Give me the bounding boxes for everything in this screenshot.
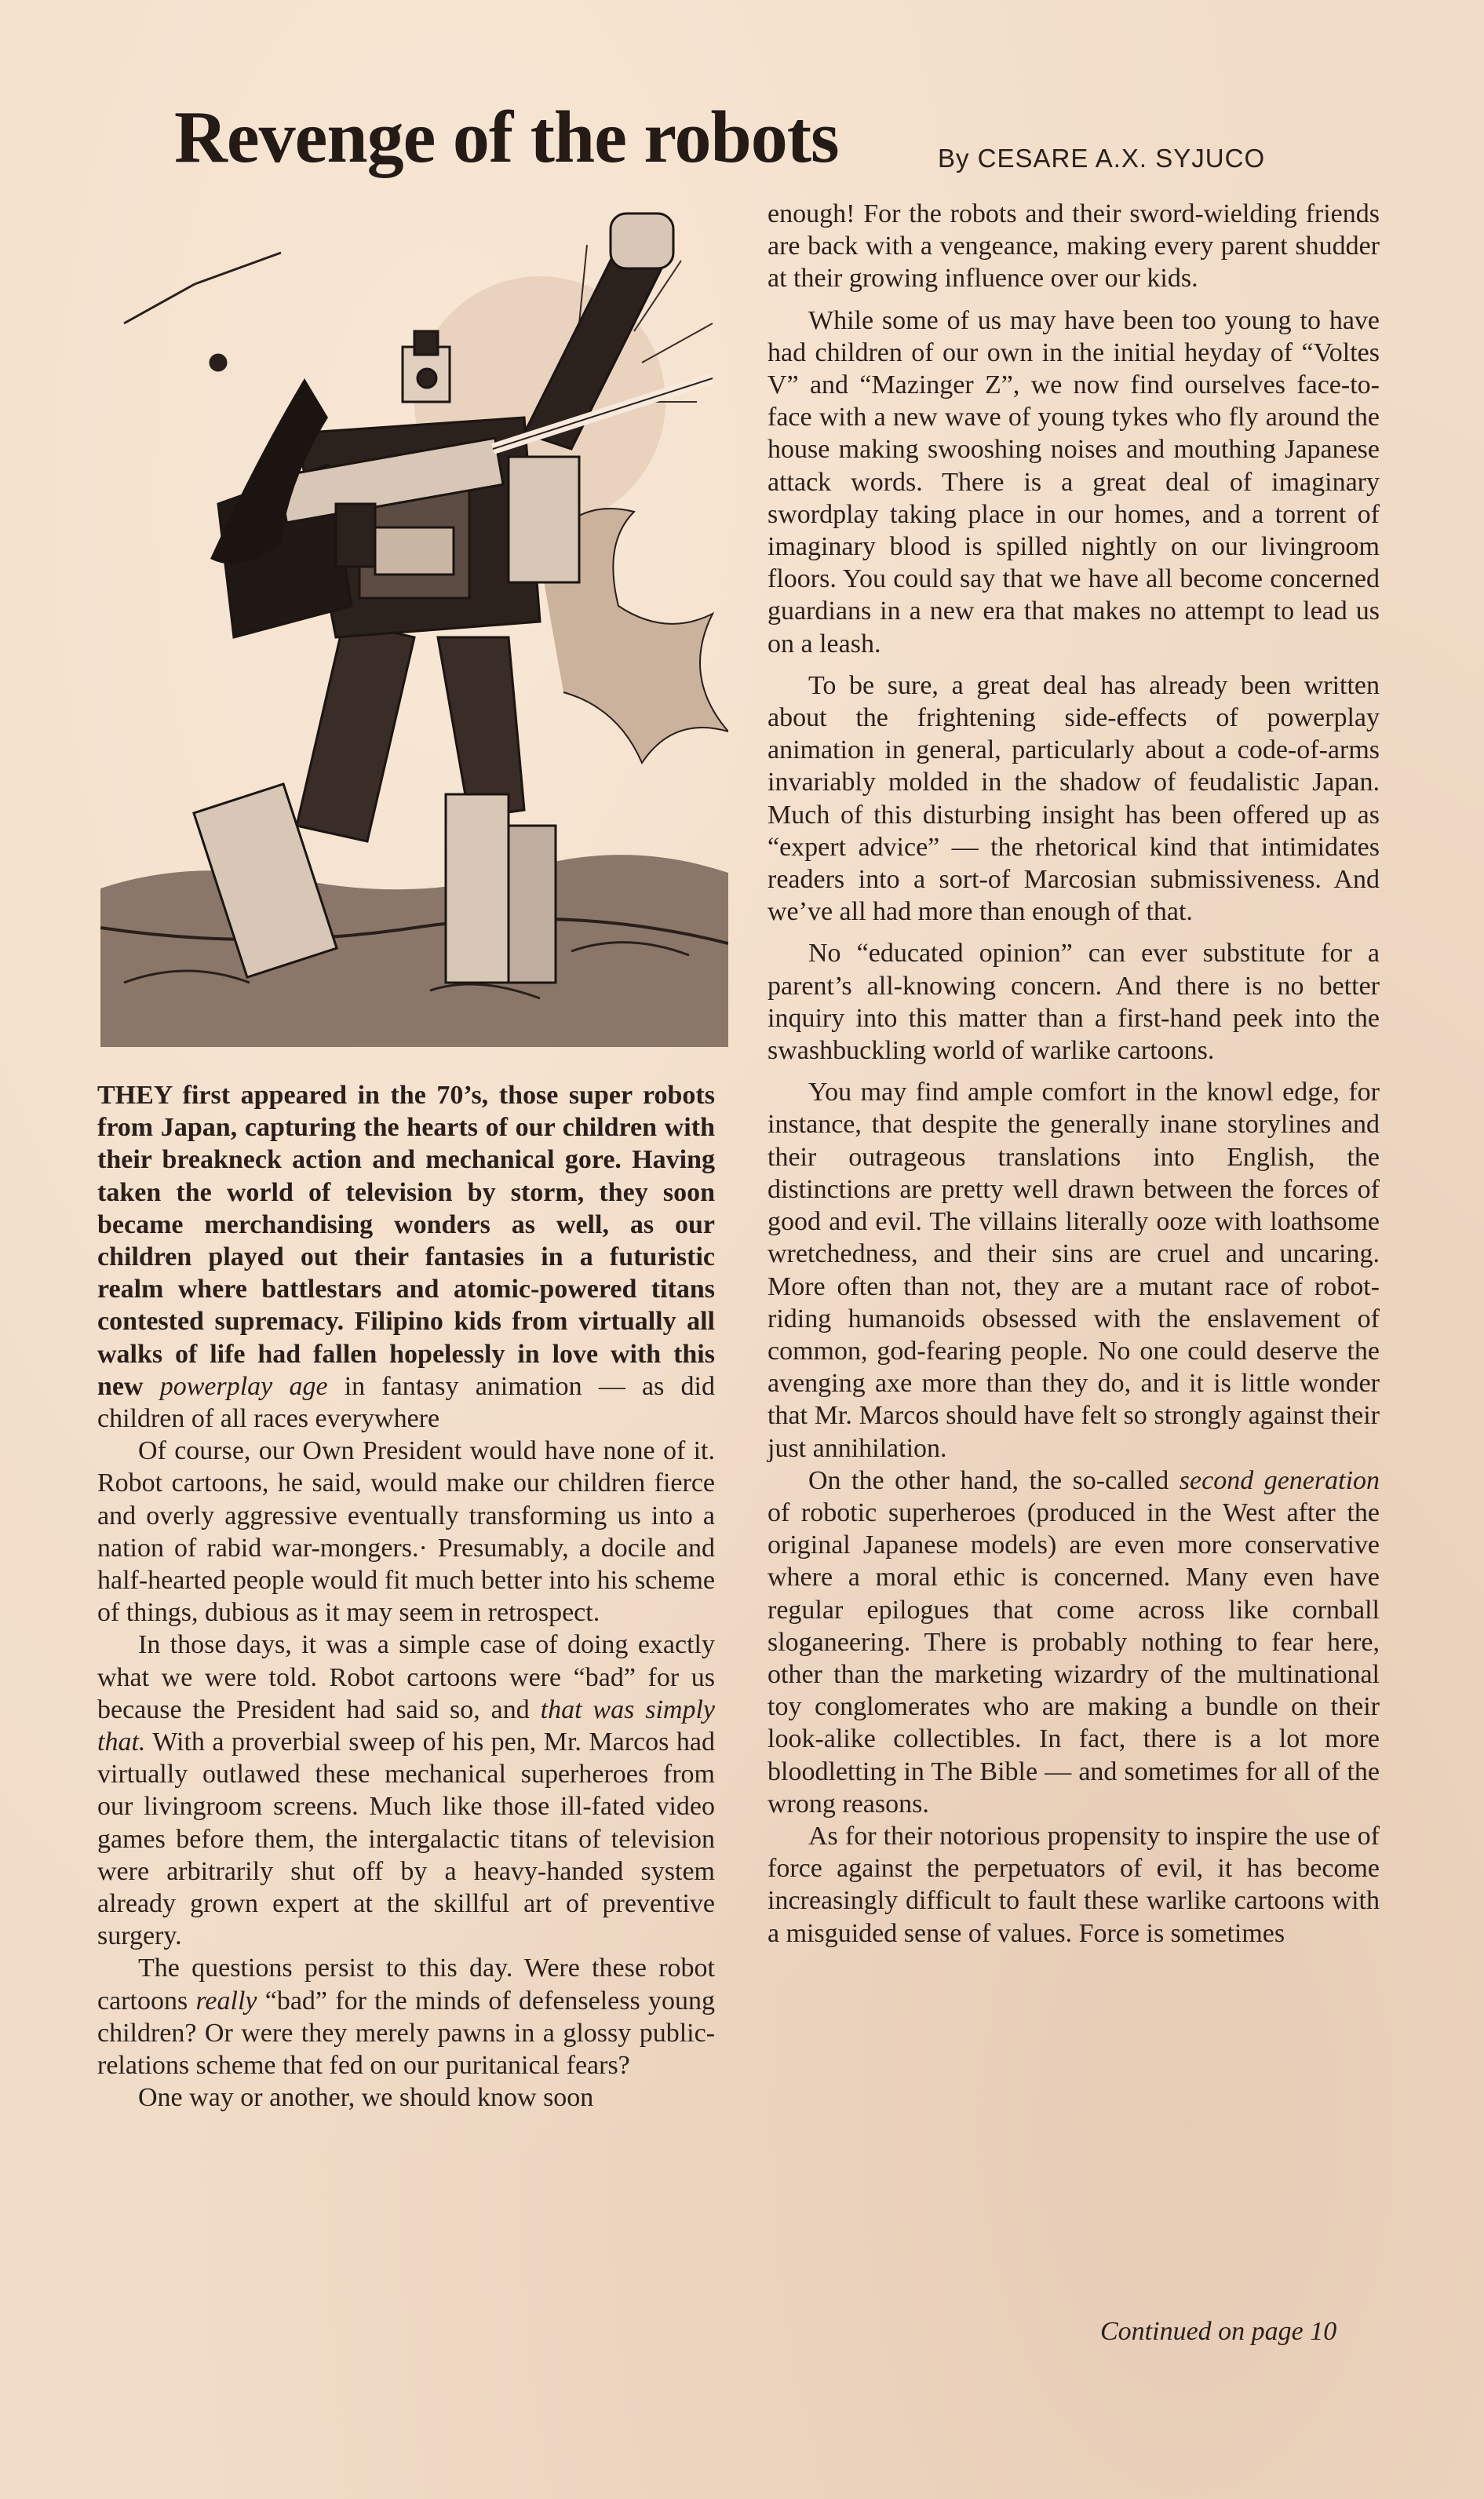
continued-on-page-note: Continued on page 10 [1100, 2317, 1337, 2346]
paragraph-text: On the other hand, the so-called [808, 1465, 1180, 1495]
paragraph: As for their notorious propensity to inspire the use of force against the perpetuators of evil, it has become increasingly difficult to fault these warlike cartoons with a misguided sense of values. Force is sometimes [768, 1821, 1380, 1948]
paragraph [97, 1079, 715, 1435]
article-left-column [97, 1079, 715, 2114]
paragraph-emphasis: really [195, 1986, 257, 2016]
paragraph-text: In those days, it was a simple case of doing exactly what we were told. Robot cartoons were “bad” for us because the President had said so, and [97, 1630, 715, 1724]
paragraph: To be sure, a great deal has already been written about the frightening side-effects of powerplay animation in general, particularly about a code-of-arms invariably molded in the shadow of feudalistic Japan. Much of this disturbing insight has been offered up as “expert advice” — the rhetorical kind that intimidates readers into a sort-of Marcosian submissiveness. And we’ve all had more than enough of that. [768, 670, 1380, 927]
article-right-column [768, 198, 1380, 1950]
paragraph [97, 1629, 715, 1952]
paragraph: You may find ample comfort in the knowl edge, for instance, that despite the generally inane storylines and their outrageous translations into English, the distinctions are pretty well drawn between the forces of good and evil. The villains literally ooze with loathsome wretchedness, and their sins are cruel and uncaring. More often than not, they are a mutant race of robot-riding humanoids obsessed with the enslavement of common, god-fearing people. No one could deserve the avenging axe more than they do, and it is little wonder that Mr. Marcos should have felt so strongly against their just annihilation. [768, 1078, 1380, 1463]
paragraph: While some of us may have been too young to have had children of our own in the initial heyday of “Voltes V” and “Mazinger Z”, we now find ourselves face-to-face with a new wave of young tykes who fly around the house making swooshing noises and mouthing Japanese attack words. There is a great deal of imaginary swordplay taking place in our homes, and a torrent of imaginary blood is spilled nightly on our livingroom floors. You could say that we have all become concerned guardians in a new era that makes no attempt to lead us on a leash. [768, 305, 1380, 658]
paragraph: enough! For the robots and their sword-wielding friends are back with a vengeance, making every parent shudder at their growing influence over our kids. [768, 199, 1380, 294]
paragraph-text: With a proverbial sweep of his pen, Mr. Marcos had virtually outlawed these mechanical superheroes from our livingroom screens. Much like those ill-fated video games before them, the intergalactic titans of television were arbitrarily shut off by a heavy-handed system already grown expert at the skillful art of preventive surgery. [97, 1727, 715, 1951]
paragraph-text: “bad” for the minds of defenseless young children? Or were they merely pawns in a glossy public-relations scheme that fed on our puritanical fears? [97, 1986, 715, 2081]
paragraph [768, 1465, 1380, 1820]
paragraph [97, 1952, 715, 2081]
robot-soldier-illustration [100, 198, 728, 1047]
paragraph-emphasis: second generation [1179, 1465, 1380, 1495]
paragraph-text: The questions persist to this day. Were these robot cartoons [97, 1954, 715, 2016]
paragraph-text: of robotic superheroes (produced in the West after the original Japanese models) are even more conservative where a moral ethic is concerned. Many even have regular epilogues that come across like cornball sloganeering. There is probably nothing to fear here, other than the marketing wizardry of the multinational toy conglomerates who are making a bundle on their look-alike collectibles. In fact, there is a lot more bloodletting in The Bible — and sometimes for all of the wrong reasons. [768, 1498, 1380, 1819]
paragraph-emphasis: that was simply that. [97, 1695, 715, 1757]
paragraph-lead: THEY first appeared in the 70’s, those super robots from Japan, capturing the hearts of our children with their breakneck action and mechanical gore. Having taken the world of television by storm, they soon became merchandising wonders as well, as our children played out their fantasies in a futuristic realm where battlestars and atomic-powered titans contested supremacy. Filipino kids from virtually all walks of life had fallen hopelessly in love with this new [97, 1081, 715, 1401]
paragraph: One way or another, we should know soon [138, 2083, 594, 2113]
paragraph: No “educated opinion” can ever substitute for a parent’s all-knowing concern. And there is no better inquiry into this matter than a first-hand peek into the swashbuckling world of warlike cartoons. [768, 939, 1380, 1066]
paragraph-emphasis: powerplay age [159, 1371, 328, 1401]
paragraph-text: in fantasy animation — as did children of all races everywhere [97, 1371, 715, 1434]
paragraph: Of course, our Own President would have none of it. Robot cartoons, he said, would make our children fierce and overly aggressive eventually transforming us into a nation of rabid war-mongers.· Presumably, a docile and half-hearted people would fit much better into his scheme of things, dubious as it may seem in retrospect. [97, 1436, 715, 1628]
article-headline: Revenge of the robots [174, 97, 839, 178]
article-byline: By CESARE A.X. SYJUCO [938, 144, 1266, 173]
